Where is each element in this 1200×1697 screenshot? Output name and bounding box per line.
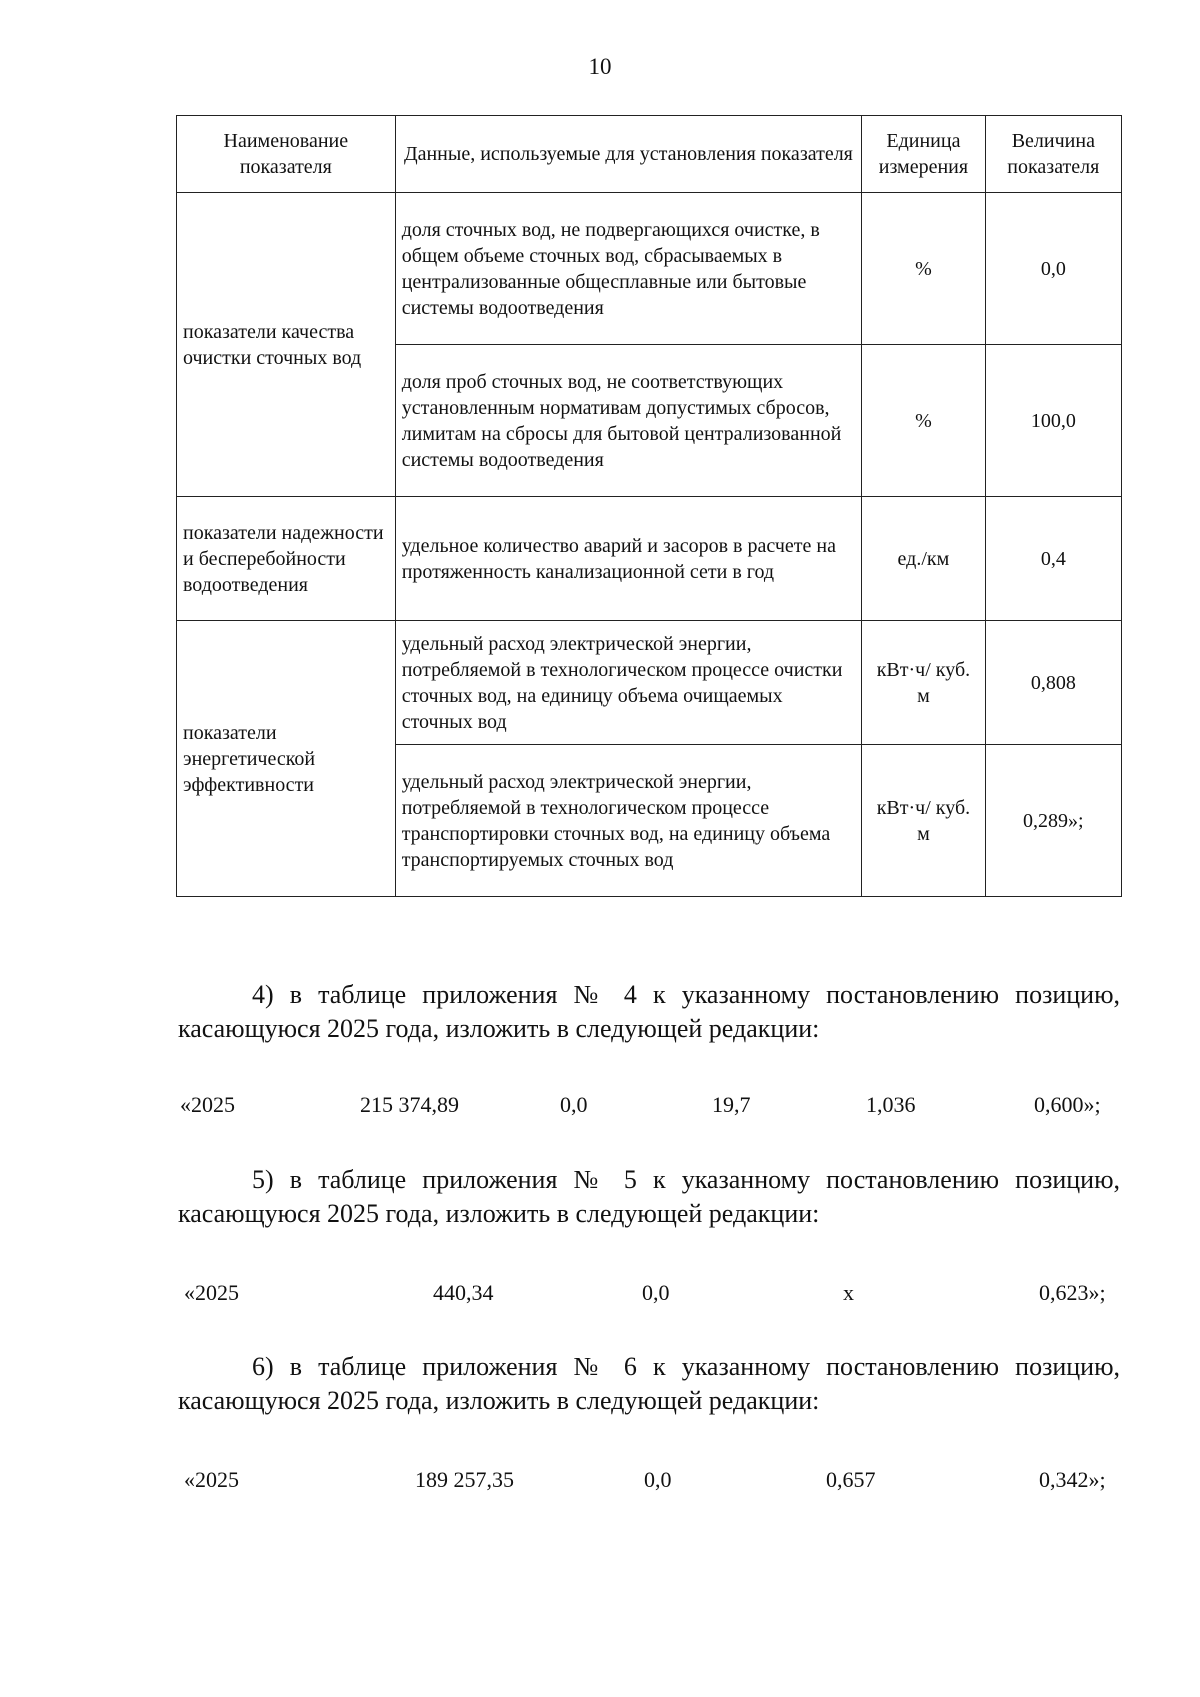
item-6-values-row — [0, 1467, 1200, 1497]
value-year: «2025 — [184, 1467, 239, 1492]
value-cell: 0,4 — [985, 497, 1121, 621]
unit-cell: кВт·ч/ куб. м — [862, 621, 986, 745]
value-cell: 0,342»; — [1039, 1467, 1106, 1492]
value-cell: 189 257,35 — [415, 1467, 514, 1492]
value-cell: 0,600»; — [1034, 1092, 1101, 1117]
value-cell: 0,0 — [642, 1280, 670, 1305]
header-value: Величина показателя — [985, 116, 1121, 193]
value-cell: 0,808 — [985, 621, 1121, 745]
value-cell: 19,7 — [712, 1092, 751, 1117]
value-cell: 100,0 — [985, 345, 1121, 497]
item-5-paragraph: 5) в таблице приложения № 5 к указанному постановлению позицию, касающуюся 2025 года, изложить в следующей редакции: — [178, 1165, 1120, 1228]
indicators-table — [176, 115, 1122, 897]
value-cell: 440,34 — [433, 1280, 494, 1305]
value-cell: 0,623»; — [1039, 1280, 1106, 1305]
value-year: «2025 — [180, 1092, 235, 1117]
header-source-data: Данные, используемые для установления показателя — [395, 116, 861, 193]
table-row — [177, 193, 1122, 345]
table-row — [177, 497, 1122, 621]
value-cell: 0,0 — [985, 193, 1121, 345]
page-number: 10 — [588, 54, 612, 79]
item-4-paragraph: 4) в таблице приложения № 4 к указанному постановлению позицию, касающуюся 2025 года, изложить в следующей редакции: — [178, 980, 1120, 1043]
value-cell: 1,036 — [866, 1092, 916, 1117]
table-row — [177, 621, 1122, 745]
data-cell: удельный расход электрической энергии, потребляемой в технологическом процессе очистки сточных вод, на единицу объема очищаемых сточных вод — [395, 621, 861, 745]
item-5-values-row — [0, 1280, 1200, 1310]
data-cell: удельное количество аварий и засоров в расчете на протяженность канализационной сети в год — [395, 497, 861, 621]
data-cell: удельный расход электрической энергии, потребляемой в технологическом процессе транспортировки сточных вод, на единицу объема транспортируемых сточных вод — [395, 745, 861, 897]
unit-cell: % — [862, 193, 986, 345]
value-cell: x — [843, 1280, 854, 1305]
item-6-paragraph: 6) в таблице приложения № 6 к указанному постановлению позицию, касающуюся 2025 года, изложить в следующей редакции: — [178, 1352, 1120, 1415]
group-name-cell: показатели надежности и бесперебойности водоотведения — [177, 497, 396, 621]
unit-cell: % — [862, 345, 986, 497]
table-header-row — [177, 116, 1122, 193]
unit-cell: кВт·ч/ куб. м — [862, 745, 986, 897]
value-cell: 0,657 — [826, 1467, 876, 1492]
value-cell: 0,0 — [644, 1467, 672, 1492]
value-cell: 0,0 — [560, 1092, 588, 1117]
value-cell: 0,289»; — [985, 745, 1121, 897]
header-unit: Единица измерения — [862, 116, 986, 193]
group-name-cell: показатели энергетической эффективности — [177, 621, 396, 897]
item-4-values-row — [0, 1092, 1200, 1122]
value-cell: 215 374,89 — [360, 1092, 459, 1117]
header-indicator-name: Наименование показателя — [177, 116, 396, 193]
unit-cell: ед./км — [862, 497, 986, 621]
data-cell: доля проб сточных вод, не соответствующих установленным нормативам допустимых сбросов, лимитам на сбросы для бытовой централизованной системы водоотведения — [395, 345, 861, 497]
group-name-cell: показатели качества очистки сточных вод — [177, 193, 396, 497]
value-year: «2025 — [184, 1280, 239, 1305]
data-cell: доля сточных вод, не подвергающихся очистке, в общем объеме сточных вод, сбрасываемых в централизованные общесплавные или бытовые системы водоотведения — [395, 193, 861, 345]
